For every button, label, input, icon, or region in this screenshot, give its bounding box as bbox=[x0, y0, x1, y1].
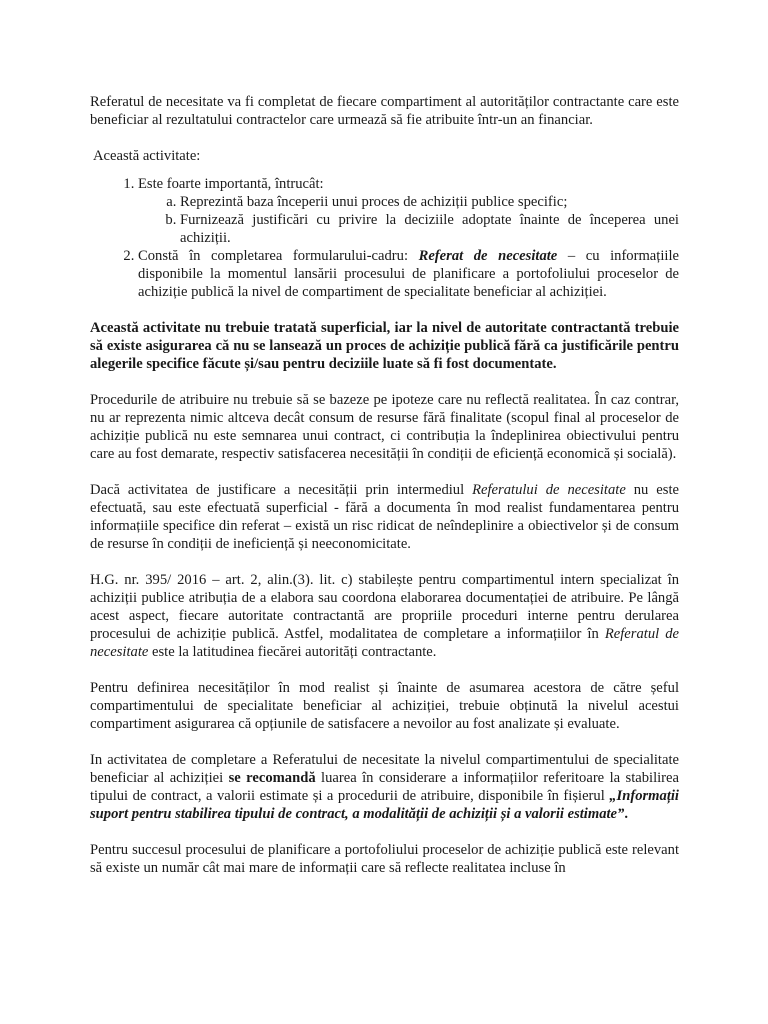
paragraph-needs-definition: Pentru definirea necesităților în mod realist și înainte de asumarea acestora de către șeful compartimentului de specialitate beneficiar al achiziției, trebuie obținută la nivelul acestui compartiment asigurarea că opțiunile de satisfacere a nevoilor au fost analizate și evaluate. bbox=[90, 680, 679, 732]
paragraph-justification bbox=[90, 481, 679, 553]
italic-term: Referatul de necesitate bbox=[90, 626, 680, 660]
paragraph-recommendation bbox=[90, 751, 679, 823]
sub-list bbox=[138, 193, 679, 247]
text-segment: H.G. nr. 395/ 2016 – art. 2, alin.(3). lit. c) stabilește pentru compartimentul intern specializat în achiziții publice atribuția de a elabora sau coordona elaborarea documentației de atribuire. Pe lângă acest aspect, fiecare autoritate contractantă are propriile proceduri interne pentru derularea procesului de achiziție publică. Astfel, modalitatea de completare a informațiilor în bbox=[90, 572, 679, 642]
list-item bbox=[138, 175, 679, 247]
bold-term: se recomandă bbox=[228, 770, 316, 786]
text-segment: este la latitudinea fiecărei autorități contractante. bbox=[148, 644, 437, 660]
text-segment: nu este efectuată, sau este efectuată superficial - fără a documenta în mod realist fundamentarea pentru informațiile specifice din referat – există un risc ridicat de neîndeplinire a obiectivelor și de consum de resurse în condiții de ineficiență și neeconomicitate. bbox=[90, 482, 679, 552]
text-segment: Dacă activitatea de justificare a necesității prin intermediul bbox=[90, 482, 473, 498]
file-reference: „Informații suport pentru stabilirea tipului de contract, a modalității de achiziții și a valorii estimate” bbox=[90, 788, 679, 822]
paragraph-warning: Această activitate nu trebuie tratată superficial, iar la nivel de autoritate contractantă trebuie să existe asigurarea că nu se lansează un proces de achiziție publică fără ca justificările pentru alegerile specifice făcute și/sau pentru deciziile luate să fi fost documentate. bbox=[90, 320, 679, 372]
document-body bbox=[90, 93, 679, 895]
text-segment: luarea în considerare a informațiilor referitoare la stabilirea tipului de contract, a valorii estimate și a procedurii de atribuire, disponibile în fișierul bbox=[90, 770, 679, 804]
numbered-list bbox=[90, 175, 679, 301]
sub-list-item-a: a. Reprezintă baza începerii unui proces de achiziții publice specific; bbox=[180, 193, 679, 211]
list-item bbox=[138, 247, 679, 301]
list-item-text-post: – cu informațiile disponibile la momentul lansării procesului de planificare a portofoliului proceselor de achiziție publică la nivel de compartiment de specialitate beneficiar al achiziției. bbox=[138, 248, 679, 300]
paragraph-activity-lead: Această activitate: bbox=[93, 148, 201, 164]
text-segment: . bbox=[624, 806, 628, 822]
italic-term: Referatului de necesitate bbox=[472, 482, 626, 498]
text-segment: In activitatea de completare a Referatului de necesitate la nivelul compartimentului de specialitate beneficiar al achiziției bbox=[90, 752, 679, 786]
list-item-text-pre: Constă în completarea formularului-cadru: bbox=[138, 248, 419, 264]
paragraph-procedures: Procedurile de atribuire nu trebuie să se bazeze pe ipoteze care nu reflectă realitatea. În caz contrar, nu ar reprezenta nimic altceva decât consum de resurse fără finalitate (scopul final al proceselor de achiziție publică nu este semnarea unui contract, ci contribuția la îndeplinirea obiectivului pentru care au fost demarate, respectiv satisfacerea necesității în condiții de eficiență economică și socială). bbox=[90, 392, 679, 462]
paragraph-intro: Referatul de necesitate va fi completat de fiecare compartiment al autorităților contractante care este beneficiar al rezultatului contractelor care urmează să fie atribuite într-un an financiar. bbox=[90, 94, 679, 128]
sub-list-item-b: b. Furnizează justificări cu privire la deciziile adoptate înainte de începerea unei achiziții. bbox=[180, 211, 679, 247]
paragraph-legal-reference bbox=[90, 571, 679, 661]
list-item-emphasis: Referat de necesitate bbox=[418, 248, 558, 264]
list-item-text: Este foarte importantă, întrucât: bbox=[138, 176, 324, 192]
paragraph-planning-success: Pentru succesul procesului de planificare a portofoliului proceselor de achiziție publică este relevant să existe un număr cât mai mare de informații care să reflecte realitatea incluse în bbox=[90, 842, 679, 876]
